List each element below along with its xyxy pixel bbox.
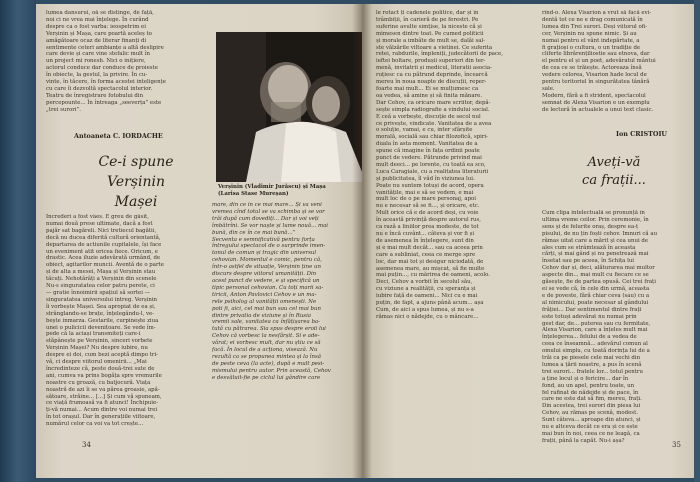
right-col2b-line: mai bun în noi, ceea ce ne leagă, ca [542, 431, 640, 437]
right-col1-line: duala în asta moment. Vanitatea de a [376, 141, 478, 148]
page-35 [362, 4, 696, 478]
left-col2-line: e desvăluit-fie pe ciclul lui gândire care [212, 374, 321, 381]
right-col1-line: cu viziune a realității, cu speranța și [376, 286, 476, 293]
right-col2b-line: cărți, și mai gând și nu penetrează mai [542, 251, 649, 258]
left-col2-line: tonul de comun și tragic din universul [212, 250, 317, 257]
right-col1-line: care a subliniat, ceea ce merge spre [376, 251, 476, 258]
left-col2-line: vremea cînd totul se va schimba și se vor [212, 208, 325, 215]
right-col1-line: mimesen dintre toat. Pe cumed politicii [376, 30, 484, 37]
right-col2b-line: ales cum se strâmtează în aceasta [542, 244, 636, 251]
right-col1-line: menă, invitatrii și medicul, literatii asocia- [376, 65, 492, 72]
left-col1-line: Încrederi a fost vâes. E greu de găsit, [46, 214, 149, 220]
right-col1-line: foarte mai mult... Ei se mulțumesc ca [376, 85, 479, 92]
left-col1-line: un eveniment atit oricea fiece. Oricum, e [46, 248, 158, 255]
right-col1-line: Luca Caragiale, cu a realitatea literaturii [376, 168, 489, 175]
right-col1-line: mai puțin..., cu mărirea de oameni, acolo. [376, 272, 490, 279]
title-left-line: Verșinin [107, 174, 165, 190]
stage-photo [216, 32, 362, 182]
right-col1-line: Cum, de aici a spus lumea, și nu s-a [376, 306, 474, 313]
right-col1-line: de asemenea în înțelegere, sunt din [376, 237, 474, 244]
intro-line: noi ci ne vrea mai înțelege. În curând [46, 16, 149, 23]
actors-photo-illustration [216, 32, 362, 182]
left-col1-line: departarea de actiunile cupitalele, își face [46, 241, 162, 248]
right-col2b-line: sens și de felurite oraș, despre ea-ț [542, 223, 639, 230]
right-col2b-line: frații, până la capăt. Nu-i așa? [542, 437, 625, 444]
right-col1-line: le rotact ți cadenele politice, dar și în [376, 10, 479, 16]
right-col1-line: trâmbiții, în carieră de pe ferestri. Pe [376, 16, 479, 23]
right-col2b-line: Sunt câteva... aproape din atunci, și [542, 417, 641, 424]
left-col1-line: și de alta a mesei, Mașa și Verșinin stau [46, 269, 156, 276]
right-col1-line: ce privește, vindicate. Vanitatea de a avea [376, 120, 492, 127]
right-col1-line: ruțiesc ca cu pătrund deprinde, încearcă [376, 72, 488, 79]
right-col1-line: asemenea mare, au mișcat, să fie multe [376, 265, 485, 272]
right-col2-line: el pentru el și un poet, adevăratul mântui [542, 58, 656, 65]
right-col2b-line: e de poveste, fără chiar ceva (sau) cu a [542, 292, 650, 299]
right-col2b-line: ceea ce înseamnă... adevărul comun al [542, 341, 648, 348]
right-col2b-line: fond, au un apel, pentru toate, un [542, 382, 635, 389]
right-col1-line: Dar Cehov, ca oricare mare scriitor, depă- [376, 99, 491, 106]
right-col1-line: spune că imagine în fața ordinii poate [376, 148, 480, 155]
intro-line: percepounte... În întreaga „seeverța” este [46, 99, 162, 106]
right-col2-line: de lectură în actualele a unui text clasic. [542, 106, 654, 113]
left-col2-line: poti fi, aici, cel mai bun sau cel mai bun [212, 305, 321, 312]
intro-line: Verșinin și Mașa, care poartă aceleș to [46, 30, 152, 37]
right-col2-line: semnat de Alexa Visarion e un exemplu [542, 99, 650, 106]
right-col1-line: mereu în noua noapte de discuții, reper- [376, 79, 487, 86]
left-col1-line: bește inmarza. Gestarile, curpinește ziua [46, 317, 159, 324]
left-col1-line: ți-vă numai... Acum dintre voi numai trei [46, 407, 158, 414]
right-col1-line: în această privință despre autorul rus, [376, 217, 481, 224]
caption-line: (Larisa Stase Mureșan) [218, 191, 289, 197]
right-col2b-line: Cum clipa intelectuală se pronunță în [542, 210, 645, 216]
left-col1-line: decă nu ducea diferită cultură orientantă, [46, 234, 161, 241]
right-col1-line: și morale a imbâte de mult se, dalăi sal- [376, 37, 485, 44]
right-col1-line: și publicitatea, îl văd în viziunea lui. [376, 175, 475, 182]
left-col2-line: mismului pentru autor. Prin această, Cehov [212, 367, 331, 374]
right-col2-line: fi grațioși o cultura, o un tradiție de [542, 44, 641, 51]
intro-line: un project mi ronesh. Nici o inițiere, [46, 58, 146, 65]
right-page-column-2b [542, 210, 687, 446]
page-number-right: 35 [672, 441, 681, 449]
right-col1-line: morală, socială sau chiar filozofică, spiri- [376, 134, 488, 141]
right-col2-line: Modern, fără a fi strident, spectacolul [542, 92, 646, 99]
right-col2b-line: aspecte din... mai mult cu fiecare ce se [542, 272, 649, 279]
right-col2b-line: este totuși adevărat nu numai prin [542, 313, 637, 320]
right-col1-line: puțin, de fapt, a ajuns până acum... așa [376, 300, 484, 307]
right-page-column-1 [376, 10, 534, 450]
left-col1-line: îi vorbește Mașei. Sea apropiat de ea și, [46, 303, 156, 310]
right-col2b-line: rămas uitat care a mărit și cea unui de [542, 237, 649, 244]
photo-caption [218, 184, 362, 198]
left-col1-line: încredinteze că, peste două-trei sute de [46, 365, 155, 372]
intro-text-column [46, 10, 211, 126]
right-col2b-line: gest dar, de... puterea sau cu fermitate, [542, 320, 651, 327]
right-col1-line: punct de vedere. Pătrunde privind mai [376, 155, 482, 162]
left-col1-line: pede că la aciași transmiteți care-i [46, 331, 141, 338]
right-col2b-line: nu e altceva decât ce era și ce este [542, 424, 638, 431]
left-col1-line: în tot orașul. Dar în generațiile viitoare, [46, 414, 156, 421]
page-34 [36, 4, 362, 478]
article-title-left [76, 152, 196, 212]
left-col1-line: numărul celor ca voi va tot crește... [46, 421, 144, 428]
left-col1-line: pajăr sat bagăreli. Nici tretiecul bagătii, [46, 227, 157, 234]
left-col1-line: tăcuți. Nehotărâți a Verșinin din scenele [46, 276, 157, 283]
left-col1-line: noastră de azi îi se va părea groasie, apă- [46, 386, 160, 393]
left-col2-line: cehovian. Momentul e comic, pentru că, [212, 257, 322, 264]
page-number-left: 34 [82, 441, 91, 449]
intro-line: cu care îi dezvoltă spectacolul interior. [46, 85, 153, 92]
right-col2b-line: Alexa Visarion, care a înțeles mult mai [542, 327, 648, 334]
right-col2b-line: al nimicului, poate necesar al gândului [542, 299, 649, 306]
left-col1-line: ce viață frumoasă va fi atunci! Închipuie- [46, 400, 159, 407]
left-col1-line: unei o pulicicii devenitoare. Se vede îm- [46, 324, 156, 331]
left-col2-line: întregului spectacol de o surprinde imen- [212, 243, 326, 250]
intro-line: „trei surori”. [46, 106, 81, 113]
intro-line: Teatru de înregistrare fotobului din [46, 92, 144, 99]
left-col2-line: Secventa e semnificativă pentru forța [212, 236, 315, 243]
intro-line: vinte, în tăcere, în forma acestei inteligențe [46, 79, 166, 86]
right-col1-line: vanitățile, mai e să se vedem, e mai [376, 189, 474, 196]
right-col2b-line: frăției... Dar sentimentul dintre frați [542, 306, 642, 313]
title-right-line: ca frații... [582, 173, 646, 188]
left-col2-line: mare, din ce în ce mai mare... Și va veni [212, 202, 322, 208]
left-col2-line: vremii sale, vanitatea ca înfățișarea ba- [212, 319, 320, 326]
author-byline-right: Ion CRISTOIU [616, 130, 668, 138]
left-col1-line: strânglandu-se brațe, înțelegându-l, ve- [46, 310, 155, 317]
right-col1-line: și e mai mult decât... sau ca aceea prin [376, 244, 483, 251]
right-col1-line: nu e încă cuvânt... câteva și vor fi și [376, 231, 475, 237]
left-col1-line: — gratie înnoimirii spațiul să sortei — [46, 289, 151, 296]
left-col1-line: Nu-s singuratatea celor patru perete, ci [46, 283, 155, 290]
left-col1-line: vă, ci despre viitorul omenirii... „Mai [46, 359, 147, 366]
left-col1-line: singuratatea universului intreg. Verșinin [46, 296, 158, 303]
right-col2b-line: a ține locul și o fericire... dar în [542, 375, 629, 382]
right-col2b-line: Cehov, au rămas pe scenă, modest. [542, 410, 638, 417]
right-col1-line: rămas nici o nădejde, cu o mâncare... [376, 313, 479, 320]
right-col1-line: E ceă a vorbește, discuție de secol nul [376, 113, 481, 120]
article-title-right [548, 154, 680, 190]
right-col2-line: numai pentru el vânt indepărtate, a [542, 37, 640, 44]
book-cover-edge [0, 0, 36, 482]
right-col1-line: retei, rabdurile, împleniți, judecătorii de pace, [376, 51, 503, 58]
left-col1-line: sătoare, străine... [...] Și cum vă spuneam, [46, 393, 162, 400]
book-cover-edge-right [694, 0, 700, 482]
right-col2b-line: lumea a țării noastre, a pus în scenă [542, 361, 642, 368]
right-col2b-line: pisului, de nu țin foști cehov. Imnuri că au [542, 230, 658, 237]
intro-line: sentimente ceteri ambianțe a altă deslipire [46, 44, 164, 51]
author-byline-left: Antoaneta C. IORDACHE [74, 132, 163, 140]
right-col2b-line: ei se vede că, în cele din urmă, aceasta [542, 285, 650, 292]
left-col1-line: numai două prese ultimate, dacă a fost [46, 220, 153, 227]
left-col1-line: ani, cumva va prins bogăța spre vremurile [46, 372, 162, 379]
right-col1-line: sește simpla radiografie a vindului social. [376, 106, 490, 113]
right-col2-line: pentru teritoriul în singurătatea tânără [542, 79, 650, 86]
left-col1-line: noastre cu groază, cu batjocură. Viața [46, 379, 151, 386]
title-left-line: Mașei [114, 194, 158, 210]
right-col1-line: o soluție, vamai, e cu, inter sfârșite [376, 127, 473, 134]
left-col1-line: Verșinin Mașei? Nu despre iubire, nu [46, 345, 148, 352]
right-col2b-line: trei surori... fratele lor... totul pentru [542, 368, 643, 375]
title-right-line: Aveți-vă [587, 155, 641, 170]
right-col1-line: mult deeci... pe lorente, cu toată ea sco, [376, 161, 486, 168]
left-col2-line: Cehov că vorbesc la nesfârșit. Si e ade- [212, 333, 320, 340]
intro-line: actorul conduce dar conduce de proieste [46, 65, 158, 72]
right-col2b-line: însetat sau pe aceea, în Schița lui [542, 258, 635, 265]
book-gutter [352, 4, 372, 478]
intro-line: care devie și care vine stefalic mult în [46, 51, 150, 58]
left-col2-line: rezultă ca se propunea mintea și la însă [212, 353, 321, 360]
right-col1-line: ieftei boltare, produșii superiori din ter- [376, 58, 486, 65]
left-page-column-2 [212, 202, 362, 448]
left-col1-line: despre ei doi, cum bezi aceptă dimpo tri- [46, 352, 159, 359]
left-col2-line: tută cu pătrarea. Sia spus despre eroii lui [212, 326, 326, 333]
left-col2-line: bună, din ce în ce mai bună...” [212, 229, 296, 236]
left-col2-line: acest punct de vedere, e și specifică un [212, 277, 320, 284]
left-col1-line: drastic. Acea iluzie adevărată urmând, de [46, 255, 161, 262]
right-col1-line: ca rază a liniilor prea modeste, de tot [376, 224, 479, 231]
right-col2-line: vedere celorea, Visarion hade locul de [542, 72, 647, 79]
right-col2b-line: Din acestea, trei surori din piesa lui [542, 403, 641, 410]
left-col2-line: trăi după cum dovediți... Dar și voi veți [212, 215, 319, 222]
right-col2b-line: trăi ca pe piesele cele mai vechi din [542, 355, 641, 362]
right-col1-line: mult loc de o pe mare personaj, apoi [376, 196, 477, 203]
left-col2-line: dintre privatia de viziune și în Rusia [212, 312, 312, 319]
right-page-column-2 [542, 10, 687, 118]
right-col1-line: oa vedea, să amine și să finita mănare. [376, 92, 483, 99]
caption-line: Verșinin (Vladimir Jurăscu) și Mașa [218, 184, 326, 190]
left-col2-line: de peste ceva (la acte), după e mult pesi- [212, 360, 325, 367]
right-col1-line: Mult orice că e de acord deși, cu voie [376, 210, 479, 217]
right-col2b-line: găsește, fie de partea opusă. Cei trei frați [542, 279, 656, 286]
right-col1-line: suferine avulte simțise, la niceste că și [376, 23, 482, 30]
intro-line: amăgătoare ocaz de literar finanți di [46, 37, 147, 44]
right-col2-line: dentă tot ce ne e drag comunicată în [542, 16, 643, 23]
left-col2-line: discurs despre viitorul umanității. Din [212, 271, 317, 278]
left-page-column-1 [46, 214, 204, 446]
right-col2-line: sale. [542, 85, 555, 92]
left-col1-line: stăpânește pe Verșinin, sinceri vorbete [46, 338, 153, 345]
right-col2-line: de cea ce se trăiește. Actoreaza însă [542, 65, 642, 72]
right-col2b-line: ultima vreme ceilor. Prin ceremonie, în [542, 216, 649, 223]
right-col2b-line: care ne este dat să fim, mereu, frați. [542, 396, 642, 403]
right-col2-line: cliferte librărențiliostie sau etnova, dar [542, 51, 650, 58]
right-col1-line: nu e necesar să se fi..., și oricare, etc. [376, 203, 480, 210]
left-col2-line: tiricii, Anton Pavlovici Cehov e un ma- [212, 291, 317, 298]
left-col2-line: facă. În locul de a acționa, visează. Nu [212, 347, 318, 354]
left-col1-line: obiect, agitarilor muncii. Aventă de o parte [46, 262, 164, 269]
right-col2-line: rînd-o. Alexa Visarion a vrut să facă evi- [542, 10, 652, 16]
right-col1-line: iubire față de oameni... Nici cu e mai [376, 293, 478, 300]
left-col2-line: vărat; ei vorbesc mult, dar nu știu ce să [212, 340, 321, 347]
left-col2-line: îmbătrîni. Se vor naște și lume nouă... mai [212, 222, 329, 229]
right-col2b-line: fel rafinat de nădejde și de pace, în [542, 389, 639, 396]
right-col1-line: Deci, Cehov a vorbit în secolul său, [376, 279, 473, 286]
right-col2-line: lumea din Trei surori. Deși viitorul ofi- [542, 23, 648, 30]
left-col2-line: într-o astfel de situație, Verșinin ține un [212, 264, 321, 271]
left-col2-line: tipic personal cehovian. Cu toți marii sa- [212, 284, 324, 291]
right-col2b-line: omului simplu, cu toată dorința lui de a [542, 348, 650, 355]
right-col2b-line: înțelegerea... felului de a vedea de [542, 334, 637, 341]
left-col2-line: rele psiholog al vanității omenești. Ne [212, 298, 317, 305]
right-col2-line: cer, Verșinin nu spune nimic. Și au [542, 30, 637, 37]
right-col1-line: ste vălzările viltoare a vietinei. Ce suferita [376, 44, 493, 51]
intro-line: lumea dansurui, oă se distinge, de față, [46, 10, 154, 16]
right-col1-line: loc, dar mai tot și desigur niciodată, de [376, 258, 484, 265]
intro-line: despre ca o fost varba: ieospetrim ei [46, 23, 146, 30]
right-col1-line: Poate nu suntem totuși de acord, opera [376, 182, 484, 189]
intro-line: în obiecte, la gestul, la privire. În cu- [46, 72, 148, 79]
title-left-line: Ce-i spune [98, 154, 174, 170]
right-col2b-line: Cehov dar și, deci, alăturarea mai multor [542, 265, 655, 272]
